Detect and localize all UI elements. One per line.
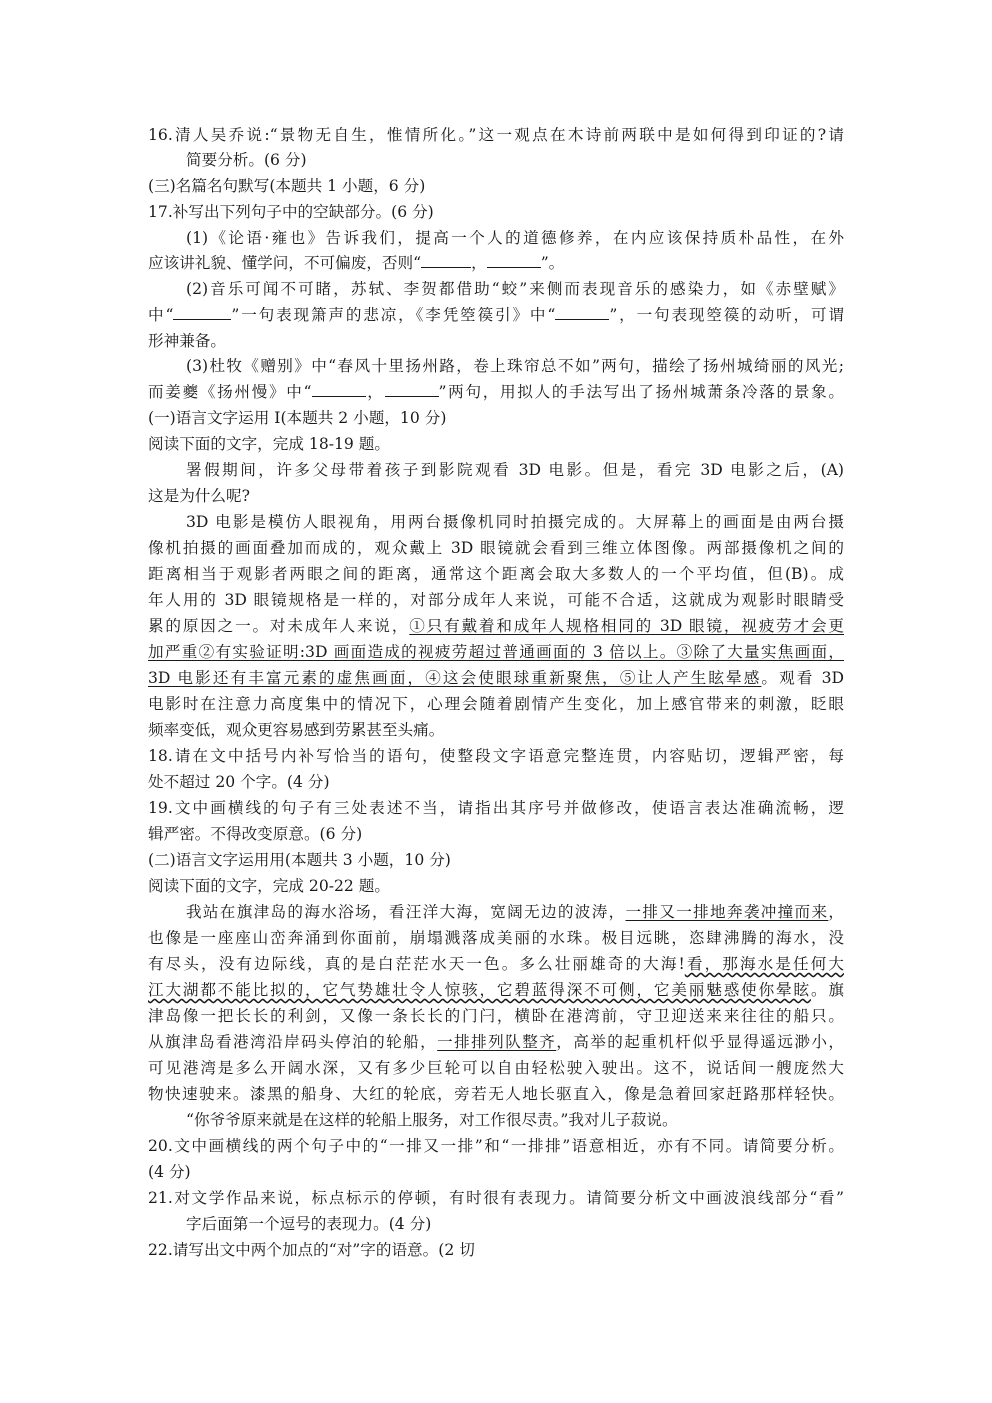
q17-1-line-1: (1)《论语·雍也》告诉我们，提高一个人的道德修养，在内应该保持质朴品性，在外 (186, 229, 844, 247)
answer-blank[interactable] (421, 251, 471, 268)
section-heading-1: (一)语言文字运用 I(本题共 2 小题，10 分) (148, 409, 447, 427)
passage1-line-9: 3D 电影还有丰富元素的虚焦画面，④这会使眼球重新聚焦，⑤让人产生眩晕感。观看 3D (148, 669, 844, 687)
passage1-line-5: 距离相当于观影者两眼之间的距离，通常这个距离会取大多数人的一个平均值，但(B)。成 (148, 565, 844, 583)
passage2-line-8: 物快速驶来。漆黑的船身、大红的轮底，旁若无人地长驱直入，像是急着回家赶路那样轻快。 (148, 1085, 844, 1103)
q17-2-line-2: 中“ ”一句表现箫声的悲凉，《李凭箜篌引》中“ ”，一句表现箜篌的动听，可谓 (148, 303, 844, 327)
q21-line-1: 21.对文学作品来说，标点标示的停顿，有时很有表现力。请简要分析文中画波浪线部分“看” (148, 1189, 844, 1207)
passage2-line-4: 江大湖都不能比拟的，它气势雄壮令人惊骇，它碧蓝得深不可侧，它美丽魅惑使你晕眩。旗 (148, 981, 844, 999)
passage2-line-6: 从旗津岛看港湾沿岸码头停泊的轮船，一排排列队整齐，高举的起重机杆似乎显得遥远渺小， (148, 1033, 844, 1051)
q20-line-1: 20.文中画横线的两个句子中的“一排又一排”和“一排排”语意相近，亦有不同。请简要分析。 (148, 1137, 844, 1155)
q22-line: 22.请写出文中两个加点的“对”字的语意。(2 切 (148, 1241, 475, 1259)
q19-line-1: 19.文中画横线的句子有三处表述不当，请指出其序号并做修改，使语言表达准确流畅，逻 (148, 799, 844, 817)
answer-blank[interactable] (312, 380, 366, 397)
passage1-line-3: 3D 电影是模仿人眼视角，用两台摄像机同时拍摄完成的。大屏幕上的画面是由两台摄 (186, 513, 844, 531)
q21-line-2: 字后面第一个逗号的表现力。(4 分) (186, 1215, 432, 1233)
underlined-phrase-1: 一排又一排地奔袭冲撞而来 (625, 903, 829, 921)
underlined-phrase-2: 一排排列队整齐 (437, 1033, 557, 1051)
passage1-line-8 (148, 640, 844, 664)
passage1-line-11: 频率变低，观众更容易感到劳累甚至头痛。 (148, 721, 445, 739)
q17-2-line-3: 形神兼备。 (148, 332, 226, 350)
q19-line-2: 辑严密。不得改变原意。(6 分) (148, 825, 363, 843)
reading-instruction-20-22: 阅读下面的文字，完成 20-22 题。 (148, 877, 390, 895)
wavy-underlined-sentence: 江大湖都不能比拟的，它气势雄壮令人惊骇，它碧蓝得深不可侧，它美丽魅惑使你晕眩 (148, 981, 811, 999)
q17-3-line-1: (3)杜牧《赠别》中“春风十里扬州路，卷上珠帘总不如”两句，描绘了扬州城绮丽的风光; (186, 357, 844, 375)
answer-blank[interactable] (173, 303, 231, 320)
q20-line-2: (4 分) (148, 1163, 191, 1181)
passage1-line-4: 像机拍摄的画面叠加而成的，观众戴上 3D 眼镜就会看到三维立体图像。两部摄像机之间的 (148, 539, 844, 557)
passage1-line-1: 署假期间，许多父母带着孩子到影院观看 3D 电影。但是，看完 3D 电影之后，(A) (186, 461, 844, 479)
passage2-line-3: 有尽头，没有边际线，真的是白茫茫水天一色。多么壮丽雄奇的大海!看，那海水是任何大 (148, 955, 844, 973)
underlined-sentence: 加严重②有实验证明:3D 画面造成的视疲劳超过普通画面的 3 倍以上。③除了大量实焦画面， (148, 643, 844, 661)
passage1-line-2: 这是为什么呢? (148, 487, 250, 505)
reading-instruction-18-19: 阅读下面的文字，完成 18-19 题。 (148, 435, 390, 453)
answer-blank[interactable] (385, 380, 439, 397)
passage1-line-7: 累的原因之一。对未成年人来说，①只有戴着和成年人规格相同的 3D 眼镜，视疲劳才会更 (148, 617, 844, 635)
section-heading-2: (二)语言文字运用用(本题共 3 小题，10 分) (148, 851, 451, 869)
q17-1-line-2: 应该讲礼貌、懂学问，不可偏废，否则“ ， ”。 (148, 251, 844, 275)
passage2-line-7: 可见港湾是多么开阔水深，又有多少巨轮可以自由轻松驶入驶出。这不，说话间一艘庞然大 (148, 1059, 844, 1077)
q18-line-2: 处不超过 20 个字。(4 分) (148, 773, 330, 791)
passage1-line-6: 年人用的 3D 眼镜规格是一样的，对部分成年人来说，可能不合适，这就成为观影时眼睛受 (148, 591, 844, 609)
passage2-line-5: 津岛像一把长长的利剑，又像一条长长的门闩，横卧在港湾前，守卫迎送来来往往的船只。 (148, 1007, 844, 1025)
q17-stem: 17.补写出下列句子中的空缺部分。(6 分) (148, 203, 434, 221)
section-heading-3: (三)名篇名句默写(本题共 1 小题，6 分) (148, 177, 426, 195)
answer-blank[interactable] (555, 303, 609, 320)
q18-line-1: 18.请在文中括号内补写恰当的语句，使整段文字语意完整连贯，内容贴切，逻辑严密，每 (148, 747, 844, 765)
q17-2-line-1: (2)音乐可闻不可睹，苏轼、李贺都借助“蛟”来侧而表现音乐的感染力，如《赤壁赋》 (186, 280, 844, 298)
underlined-sentence: 3D 电影还有丰富元素的虚焦画面，④这会使眼球重新聚焦，⑤让人产生眩晕感 (148, 669, 762, 687)
passage1-line-10: 电影时在注意力高度集中的情况下，心理会随着剧情产生变化，加上感官带来的刺激，眨眼 (148, 695, 844, 713)
passage2-line-2: 也像是一座座山峦奔涌到你面前，崩塌溅落成美丽的水珠。极目远眺，恣肆沸腾的海水，没 (148, 929, 844, 947)
q17-3-line-2: 而姜夔《扬州慢》中“ ， ”两句，用拟人的手法写出了扬州城萧条冷落的景象。 (148, 380, 844, 404)
passage2-line-9: “你爷爷原来就是在这样的轮船上服务，对工作很尽责。”我对儿子菽说。 (186, 1111, 678, 1129)
underlined-sentence: ①只有戴着和成年人规格相同的 3D 眼镜，视疲劳才会更 (409, 617, 844, 635)
wavy-underlined-sentence: 看，那海水是任何大 (684, 955, 844, 973)
answer-blank[interactable] (487, 251, 541, 268)
q16-line-1: 16.清人吴乔说:“景物无自生，惟情所化。”这一观点在木诗前两联中是如何得到印证的?请 (148, 126, 844, 144)
q16-line-2: 简要分析。(6 分) (186, 151, 307, 169)
passage2-line-1: 我站在旗津岛的海水浴场，看汪洋大海，宽阔无边的波涛，一排又一排地奔袭冲撞而来， (186, 903, 844, 921)
